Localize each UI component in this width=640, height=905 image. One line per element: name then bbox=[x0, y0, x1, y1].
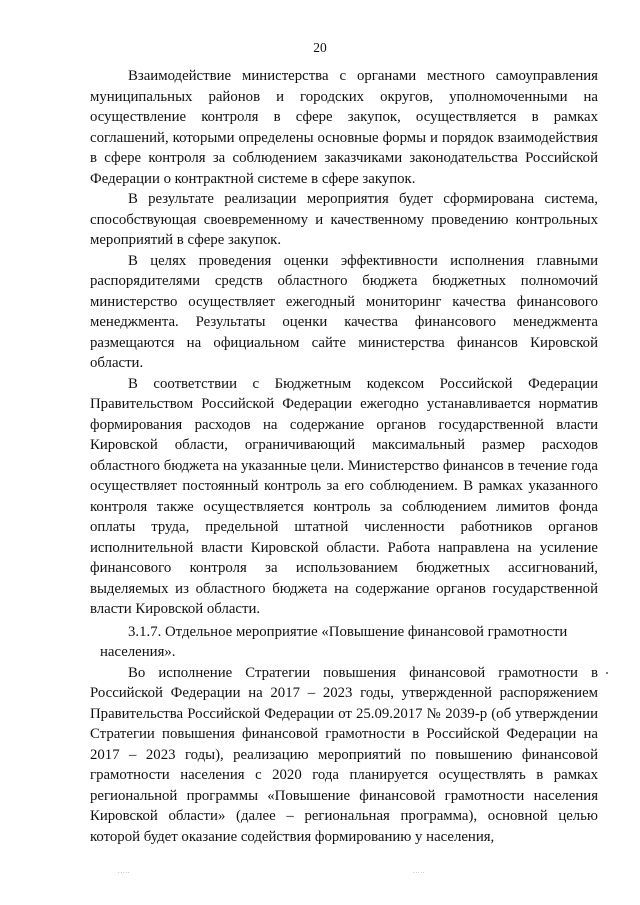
paragraph-budget-norm: В соответствии с Бюджетным кодексом Российской Федерации Правительством Российской Федерации ежегодно устанавливается норматив формирования расходов на содержание органов государственной власти Кировской области, ограничивающий максимальный размер расходов областного бюджета на указанные цели. Министерство финансов в течение года осуществляет постоянный контроль за его соблюдением. В рамках указанного контроля также осуществляется контроль за соблюдением лимитов фонда оплаты труда, предельной штатной численности работников органов исполнительной власти Кировской области. Работа направлена на усиление финансового контроля за использованием бюджетных ассигнований, выделяемых из областного бюджета на содержание органов государственной власти Кировской области. bbox=[90, 375, 598, 617]
paragraph-strategy: Во исполнение Стратегии повышения финансовой грамотности в Российской Федерации на 2017 – 2023 годы, утвержденной распоряжением Правительства Российской Федерации от 25.09.2017 № 2039-р (об утверждении Стратегии повышения финансовой грамотности в Российской Федерации на 2017 – 2023 годы), реализацию мероприятий по повышению финансовой грамотности населения с 2020 года планируется осуществлять в рамках региональной программы «Повышение финансовой грамотности населения Кировской области» (далее – региональная программа), основной целью которой будет оказание содействия формированию у населения, bbox=[90, 664, 598, 845]
paragraph-monitoring: В целях проведения оценки эффективности исполнения главными распорядителями средств областного бюджета бюджетных полномочий министерство осуществляет ежегодный мониторинг качества финансового менеджмента. Результаты оценки качества финансового менеджмента размещаются на официальном сайте министерства финансов Кировской области. bbox=[90, 252, 598, 371]
document-body bbox=[90, 66, 598, 847]
section-heading-line1: 3.1.7. Отдельное мероприятие «Повышение финансовой грамотности bbox=[128, 623, 568, 640]
section-heading-line2: населения». bbox=[100, 644, 176, 660]
scan-dot bbox=[606, 672, 608, 674]
scan-mark-left: ..... bbox=[118, 869, 131, 875]
page-number: 20 bbox=[313, 40, 327, 55]
scan-mark-right: ..... bbox=[413, 869, 426, 875]
paragraph-interaction: Взаимодействие министерства с органами местного самоуправления муниципальных районов и городских округов, уполномоченными на осуществление контроля в сфере закупок, осуществляется в рамках соглашений, которыми определены основные формы и порядок взаимодействия в сфере контроля за соблюдением заказчиками законодательства Российской Федерации о контрактной системе в сфере закупок. bbox=[90, 68, 598, 187]
paragraph-result: В результате реализации мероприятия будет сформирована система, способствующая своевременному и качественному проведению контрольных мероприятий в сфере закупок. bbox=[90, 191, 598, 248]
section-heading bbox=[90, 622, 598, 663]
